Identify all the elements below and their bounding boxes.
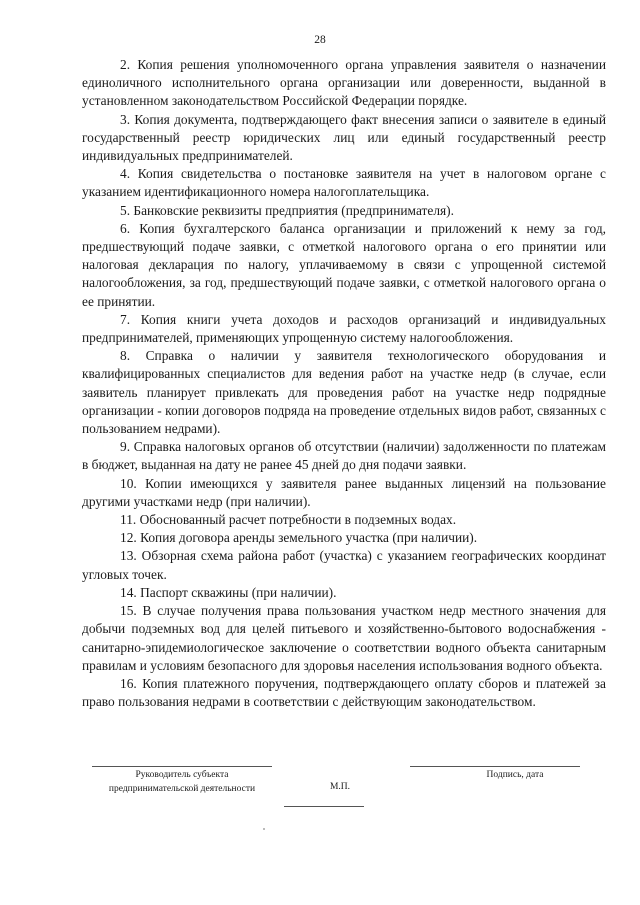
list-item: 9. Справка налоговых органов об отсутствии (наличии) задолженности по платежам в бюджет, выданная на дату не ранее 45 дней до дня подачи заявки.	[82, 439, 606, 473]
scan-speck	[263, 828, 265, 830]
page-number: 28	[314, 34, 326, 46]
list-item: 8. Справка о наличии у заявителя технологического оборудования и квалифицированных специалистов для ведения работ на участке недр (в случае, если заявитель планирует привлекать для проведения работ на участке недр подрядные организации - копии договоров подряда на проведение отдельных видов работ, связанных с пользованием недрами).	[82, 348, 606, 437]
list-item: 15. В случае получения права пользования участком недр местного значения для добычи подземных вод для целей питьевого и хозяйственно-бытового водоснабжения - санитарно-эпидемиологическое заключение о соответствии водного объекта санитарным правилам и условиям безопасного для здоровья населения использования водного объекта.	[82, 603, 606, 673]
list-item: 13. Обзорная схема района работ (участка) с указанием географических координат угловых точек.	[82, 548, 606, 582]
list-item: 6. Копия бухгалтерского баланса организации и приложений к нему за год, предшествующий подаче заявки, с отметкой налогового органа о его принятии или налоговая декларация по налогу, уплачиваемому в связи с упрощенной системой налогообложения, за год, предшествующий подаче заявки, с отметкой налогового органа о ее принятии.	[82, 220, 606, 309]
list-item: 14. Паспорт скважины (при наличии).	[120, 584, 337, 600]
list-item: 11. Обоснованный расчет потребности в подземных водах.	[120, 512, 457, 528]
list-item: 3. Копия документа, подтверждающего факт внесения записи о заявителе в единый государственный реестр юридических лиц или единый государственный реестр индивидуальных предпринимателей.	[82, 111, 606, 164]
executive-signature-line	[92, 766, 272, 767]
list-item: 5. Банковские реквизиты предприятия (предпринимателя).	[120, 202, 454, 218]
list-item: 10. Копии имеющихся у заявителя ранее выданных лицензий на пользование другими участками недр (при наличии).	[82, 475, 606, 509]
list-item: 12. Копия договора аренды земельного участка (при наличии).	[120, 530, 478, 546]
stamp-label: М.П.	[329, 782, 351, 792]
executive-caption-line1: Руководитель субъекта	[135, 770, 229, 780]
signature-block	[0, 762, 640, 842]
executive-caption-line2: предпринимательской деятельности	[108, 784, 256, 794]
list-item: 2. Копия решения уполномоченного органа управления заявителя о назначении единоличного исполнительного органа организации или доверенности, выданной в установленном законодательством Российской Федерации порядке.	[82, 57, 606, 109]
executive-caption	[92, 768, 272, 796]
list-item: 16. Копия платежного поручения, подтверждающего оплату сборов и платежей за право пользования недрами в соответствии с действующим законодательством.	[82, 675, 606, 710]
signature-date-caption: Подпись, дата	[486, 770, 544, 780]
attachment-list	[82, 56, 606, 711]
signature-date-line	[410, 766, 580, 767]
list-item: 7. Копия книги учета доходов и расходов организаций и индивидуальных предпринимателей, применяющих упрощенную систему налогообложения.	[82, 311, 606, 346]
stamp-line	[284, 806, 364, 807]
list-item: 4. Копия свидетельства о постановке заявителя на учет в налоговом органе с указанием идентификационного номера налогоплательщика.	[82, 166, 606, 200]
